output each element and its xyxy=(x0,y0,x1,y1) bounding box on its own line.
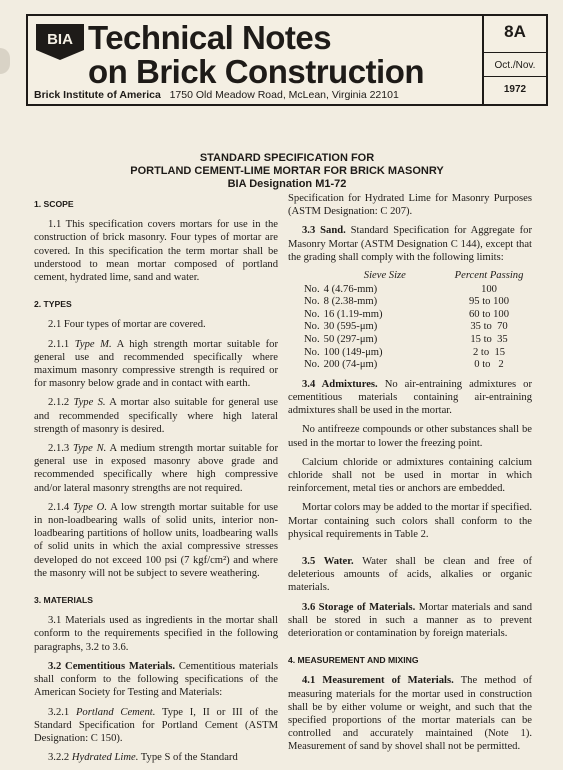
sieve-row xyxy=(304,347,532,360)
sieve-size-header: Sieve Size xyxy=(363,270,406,282)
sieve-row xyxy=(304,296,532,309)
paragraph-3-4-calcium: Calcium chloride or admixtures containing calcium chloride shall not be used in mortar in which reinforcement, metal ties or anchors are embedded. xyxy=(288,456,532,495)
paragraph-2-1: 2.1 Four types of mortar are covered. xyxy=(48,319,206,331)
issue-number: 8A xyxy=(504,22,526,41)
sieve-cell-pct: 0 to 2 xyxy=(474,359,504,371)
sieve-row xyxy=(304,309,532,322)
paragraph-3-2-1: 3.2.1 Portland Cement. Type I, II or III of the Standard Specification for Portland Cement (ASTM Designation: C 150). xyxy=(34,706,279,744)
section-heading-types: 2. TYPES xyxy=(34,299,72,310)
sieve-cell-no: No. xyxy=(304,296,320,308)
sieve-cell-size: 16 (1.19-mm) xyxy=(323,308,383,320)
org-address: 1750 Old Meadow Road, McLean, Virginia 22101 xyxy=(169,89,399,101)
sieve-cell-no: No. xyxy=(304,346,320,358)
paragraph-3-4-antifreeze: No antifreeze compounds or other substances shall be used in the mortar to lower the freezing point. xyxy=(288,424,532,449)
sieve-row xyxy=(304,334,532,347)
sieve-cell-size: 50 (297-μm) xyxy=(323,333,378,345)
paragraph-3-2-2: 3.2.2 Hydrated Lime. Type S of the Standard xyxy=(48,752,238,764)
bia-logo xyxy=(36,24,84,60)
masthead xyxy=(26,14,548,106)
right-column xyxy=(288,192,532,760)
paragraph-3-4: 3.4 Admixtures. No air-entraining admixtures or cementitious materials containing air-entraining admixtures shall be used in the mortar. xyxy=(288,378,532,417)
issue-box xyxy=(482,16,546,104)
sieve-cell-size: 100 (149-μm) xyxy=(323,346,383,358)
paragraph-2-1-4: 2.1.4 Type O. A low strength mortar suitable for use in non-loadbearing walls of solid units, interior non-loadbearing partitions of hollow units, loadbearing walls of solid units in which the axial compressive stresses developed do not exceed 100 psi (7 kgf/cm²) and where the masonry will not be subject to severe weathering. xyxy=(34,501,278,579)
document-title-line-2: PORTLAND CEMENT-LIME MORTAR FOR BRICK MASONRY xyxy=(130,165,444,177)
sieve-cell-pct: 100 xyxy=(481,283,497,295)
masthead-title-line-2: on Brick Construction xyxy=(88,53,425,90)
bia-logo-icon xyxy=(36,24,84,60)
paragraph-3-1: 3.1 Materials used as ingredients in the mortar shall conform to the requirements specified in the following paragraphs, 3.2 to 3.6. xyxy=(34,615,278,653)
percent-passing-header: Percent Passing xyxy=(454,270,524,282)
sieve-cell-size: 30 (595-μm) xyxy=(323,321,378,333)
document-title-line-1: STANDARD SPECIFICATION FOR xyxy=(199,152,375,164)
org-name: Brick Institute of America xyxy=(34,89,161,101)
sieve-cell-no: No. xyxy=(304,321,320,333)
sieve-cell-size: 200 (74-μm) xyxy=(323,359,378,371)
issue-year: 1972 xyxy=(503,84,527,95)
paragraph-2-1-2: 2.1.2 Type S. A mortar also suitable for general use and recommended specifically where high lateral strength of masonry is desired. xyxy=(34,397,278,435)
sieve-cell-pct: 60 to 100 xyxy=(469,308,510,320)
paragraph-2-1-3: 2.1.3 Type N. A medium strength mortar suitable for general use in exposed masonry above grade and recommended specifically where high compressive and/or lateral masonry strengths are not required. xyxy=(34,443,279,494)
paragraph-3-2-2-continued: Specification for Hydrated Lime for Masonry Purposes (ASTM Designation: C 207). xyxy=(288,193,532,218)
issue-month: Oct./Nov. xyxy=(494,60,536,71)
paragraph-3-5: 3.5 Water. Water shall be clean and free of deleterious amounts of acids, alkalies or organic materials. xyxy=(288,556,532,594)
page-edge-blot xyxy=(0,48,10,74)
paragraph-1-1: 1.1 This specification covers mortars for use in the construction of brick masonry. Four types of mortar are covered. In this specification the term mortar shall be understood to mean mortar composed of portland cement, hydrated lime, sand and water. xyxy=(34,219,278,284)
paragraph-4-1: 4.1 Measurement of Materials. The method of measuring materials for the mortar used in construction shall be by either volume or weight, and such that the specified proportions of the mortar materials can be controlled and accurately maintained (Note 1). Measurement of sand by shovel shall not be permitted. xyxy=(288,675,532,753)
sieve-cell-no: No. xyxy=(304,333,320,345)
sieve-cell-no: No. xyxy=(304,308,320,320)
sieve-cell-no: No. xyxy=(304,283,320,295)
paragraph-3-6: 3.6 Storage of Materials. Mortar materials and sand shall be stored in such a manner as to prevent deterioration or contamination by foreign materials. xyxy=(288,601,532,640)
sieve-cell-pct: 35 to 70 xyxy=(470,321,508,333)
sieve-row xyxy=(304,321,532,334)
left-column xyxy=(34,198,278,770)
sieve-table xyxy=(304,270,532,372)
document-designation: BIA Designation M1-72 xyxy=(227,178,347,190)
sieve-row xyxy=(304,359,532,372)
masthead-title-line-1: Technical Notes xyxy=(88,19,332,56)
sieve-cell-pct: 95 to 100 xyxy=(469,296,510,308)
sieve-cell-size: 4 (4.76-mm) xyxy=(323,283,378,295)
paragraph-2-1-1: 2.1.1 Type M. A high strength mortar suitable for general use and recommended specifically where maximum masonry compressive strength is required or for masonry below grade and in contact with earth. xyxy=(34,338,278,390)
sieve-row xyxy=(304,284,532,297)
section-heading-materials: 3. MATERIALS xyxy=(34,595,94,606)
org-line xyxy=(34,89,399,101)
section-heading-scope: 1. SCOPE xyxy=(34,199,74,209)
paragraph-3-4-colors: Mortar colors may be added to the mortar if specified. Mortar containing such colors shall conform to the physical requirements in Table 2. xyxy=(288,502,532,540)
document-title xyxy=(26,152,548,191)
sieve-cell-pct: 2 to 15 xyxy=(472,346,506,358)
paragraph-3-3: 3.3 Sand. Standard Specification for Aggregate for Masonry Mortar (ASTM Designation C 144), except that the grading shall comply with the following limits: xyxy=(288,225,533,263)
svg-text:BIA: BIA xyxy=(47,31,73,48)
sieve-cell-no: No. xyxy=(304,359,320,371)
sieve-cell-size: 8 (2.38-mm) xyxy=(323,296,378,308)
paragraph-3-2: 3.2 Cementitious Materials. Cementitious materials shall conform to the following specifications of the American Society for Testing and Materials: xyxy=(34,660,278,699)
section-heading-measurement: 4. MEASUREMENT AND MIXING xyxy=(288,655,419,666)
sieve-cell-pct: 15 to 35 xyxy=(470,333,508,345)
